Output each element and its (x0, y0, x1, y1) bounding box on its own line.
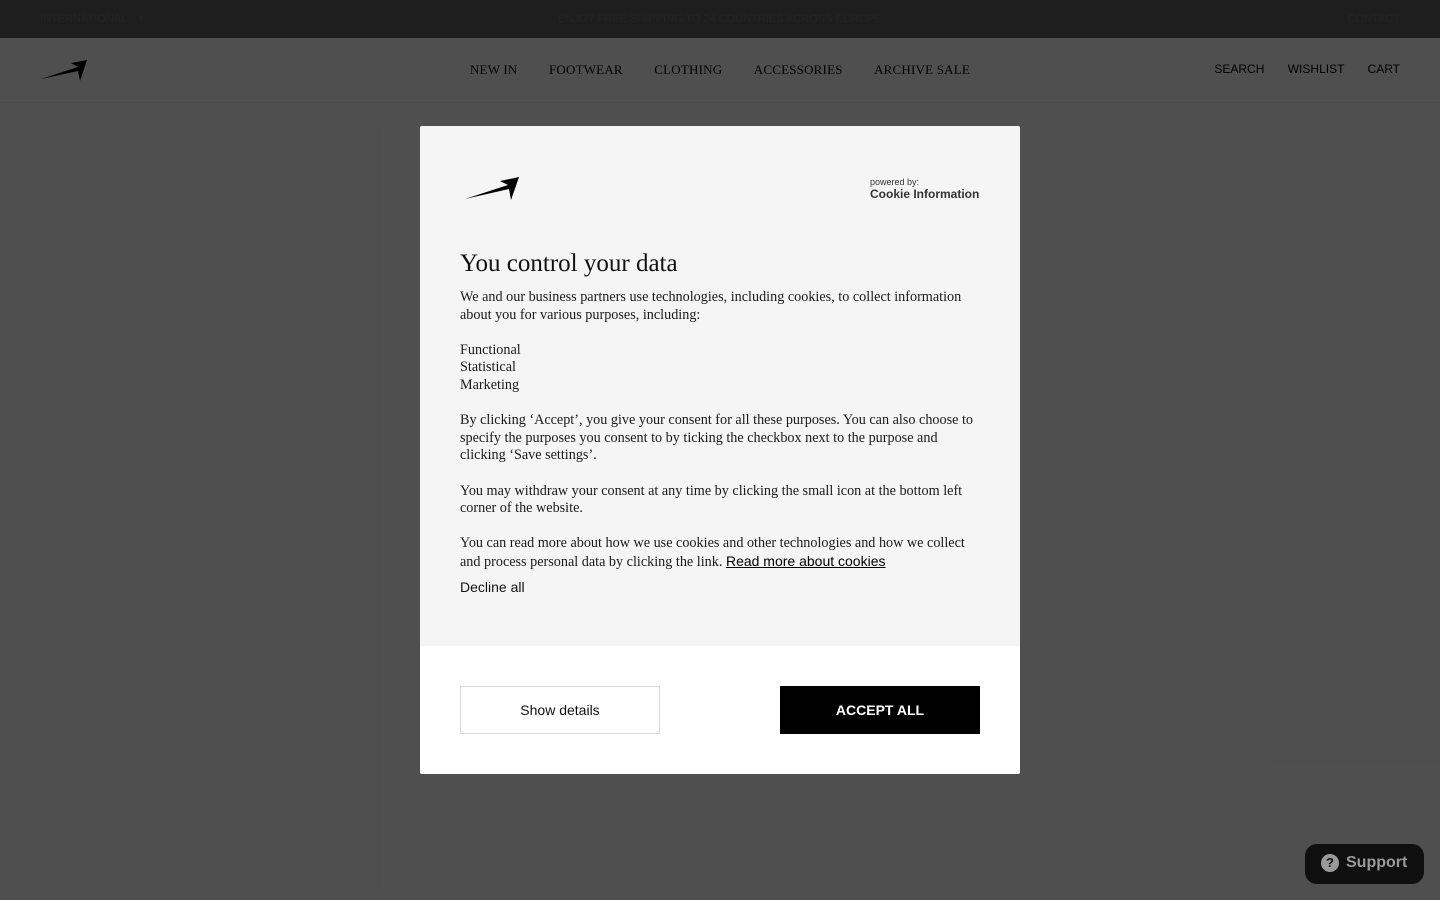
dialog-title: You control your data (460, 250, 678, 277)
support-button[interactable] (1305, 844, 1424, 884)
question-icon: ? (1321, 854, 1339, 872)
powered-by-label: powered by: (870, 177, 920, 187)
purpose-statistical: Statistical (460, 359, 516, 376)
brand-logo-dialog (464, 176, 520, 202)
read-more-text: You can read more about how we use cookies and other technologies and how we collect and process personal data by clicking the link. (460, 535, 965, 570)
intro-text: We and our business partners use technologies, including cookies, to collect information about you for various purposes, including: (460, 289, 962, 323)
consent-text: By clicking ‘Accept’, you give your consent for all these purposes. You can also choose to specify the purposes you consent to by ticking the checkbox next to the purpose and clicking ‘Save settings’. (460, 412, 973, 464)
dialog-content (460, 289, 980, 589)
powered-by (870, 177, 979, 201)
purpose-list (460, 342, 980, 395)
read-more-link[interactable]: Read more about cookies (725, 552, 886, 569)
support-label: Support (1346, 854, 1408, 871)
decline-all-button[interactable]: Decline all (460, 579, 525, 595)
purpose-marketing: Marketing (460, 376, 520, 393)
dialog-body (420, 126, 1020, 646)
cookie-consent-dialog (420, 126, 1020, 774)
accept-all-button[interactable]: ACCEPT ALL (780, 686, 980, 734)
read-more-paragraph (460, 535, 980, 571)
provider-name: Cookie Information (870, 187, 980, 201)
show-details-button[interactable]: Show details (460, 686, 660, 734)
purpose-functional: Functional (460, 341, 521, 358)
withdraw-text: You may withdraw your consent at any time by clicking the small icon at the bottom left corner of the website. (460, 482, 963, 517)
